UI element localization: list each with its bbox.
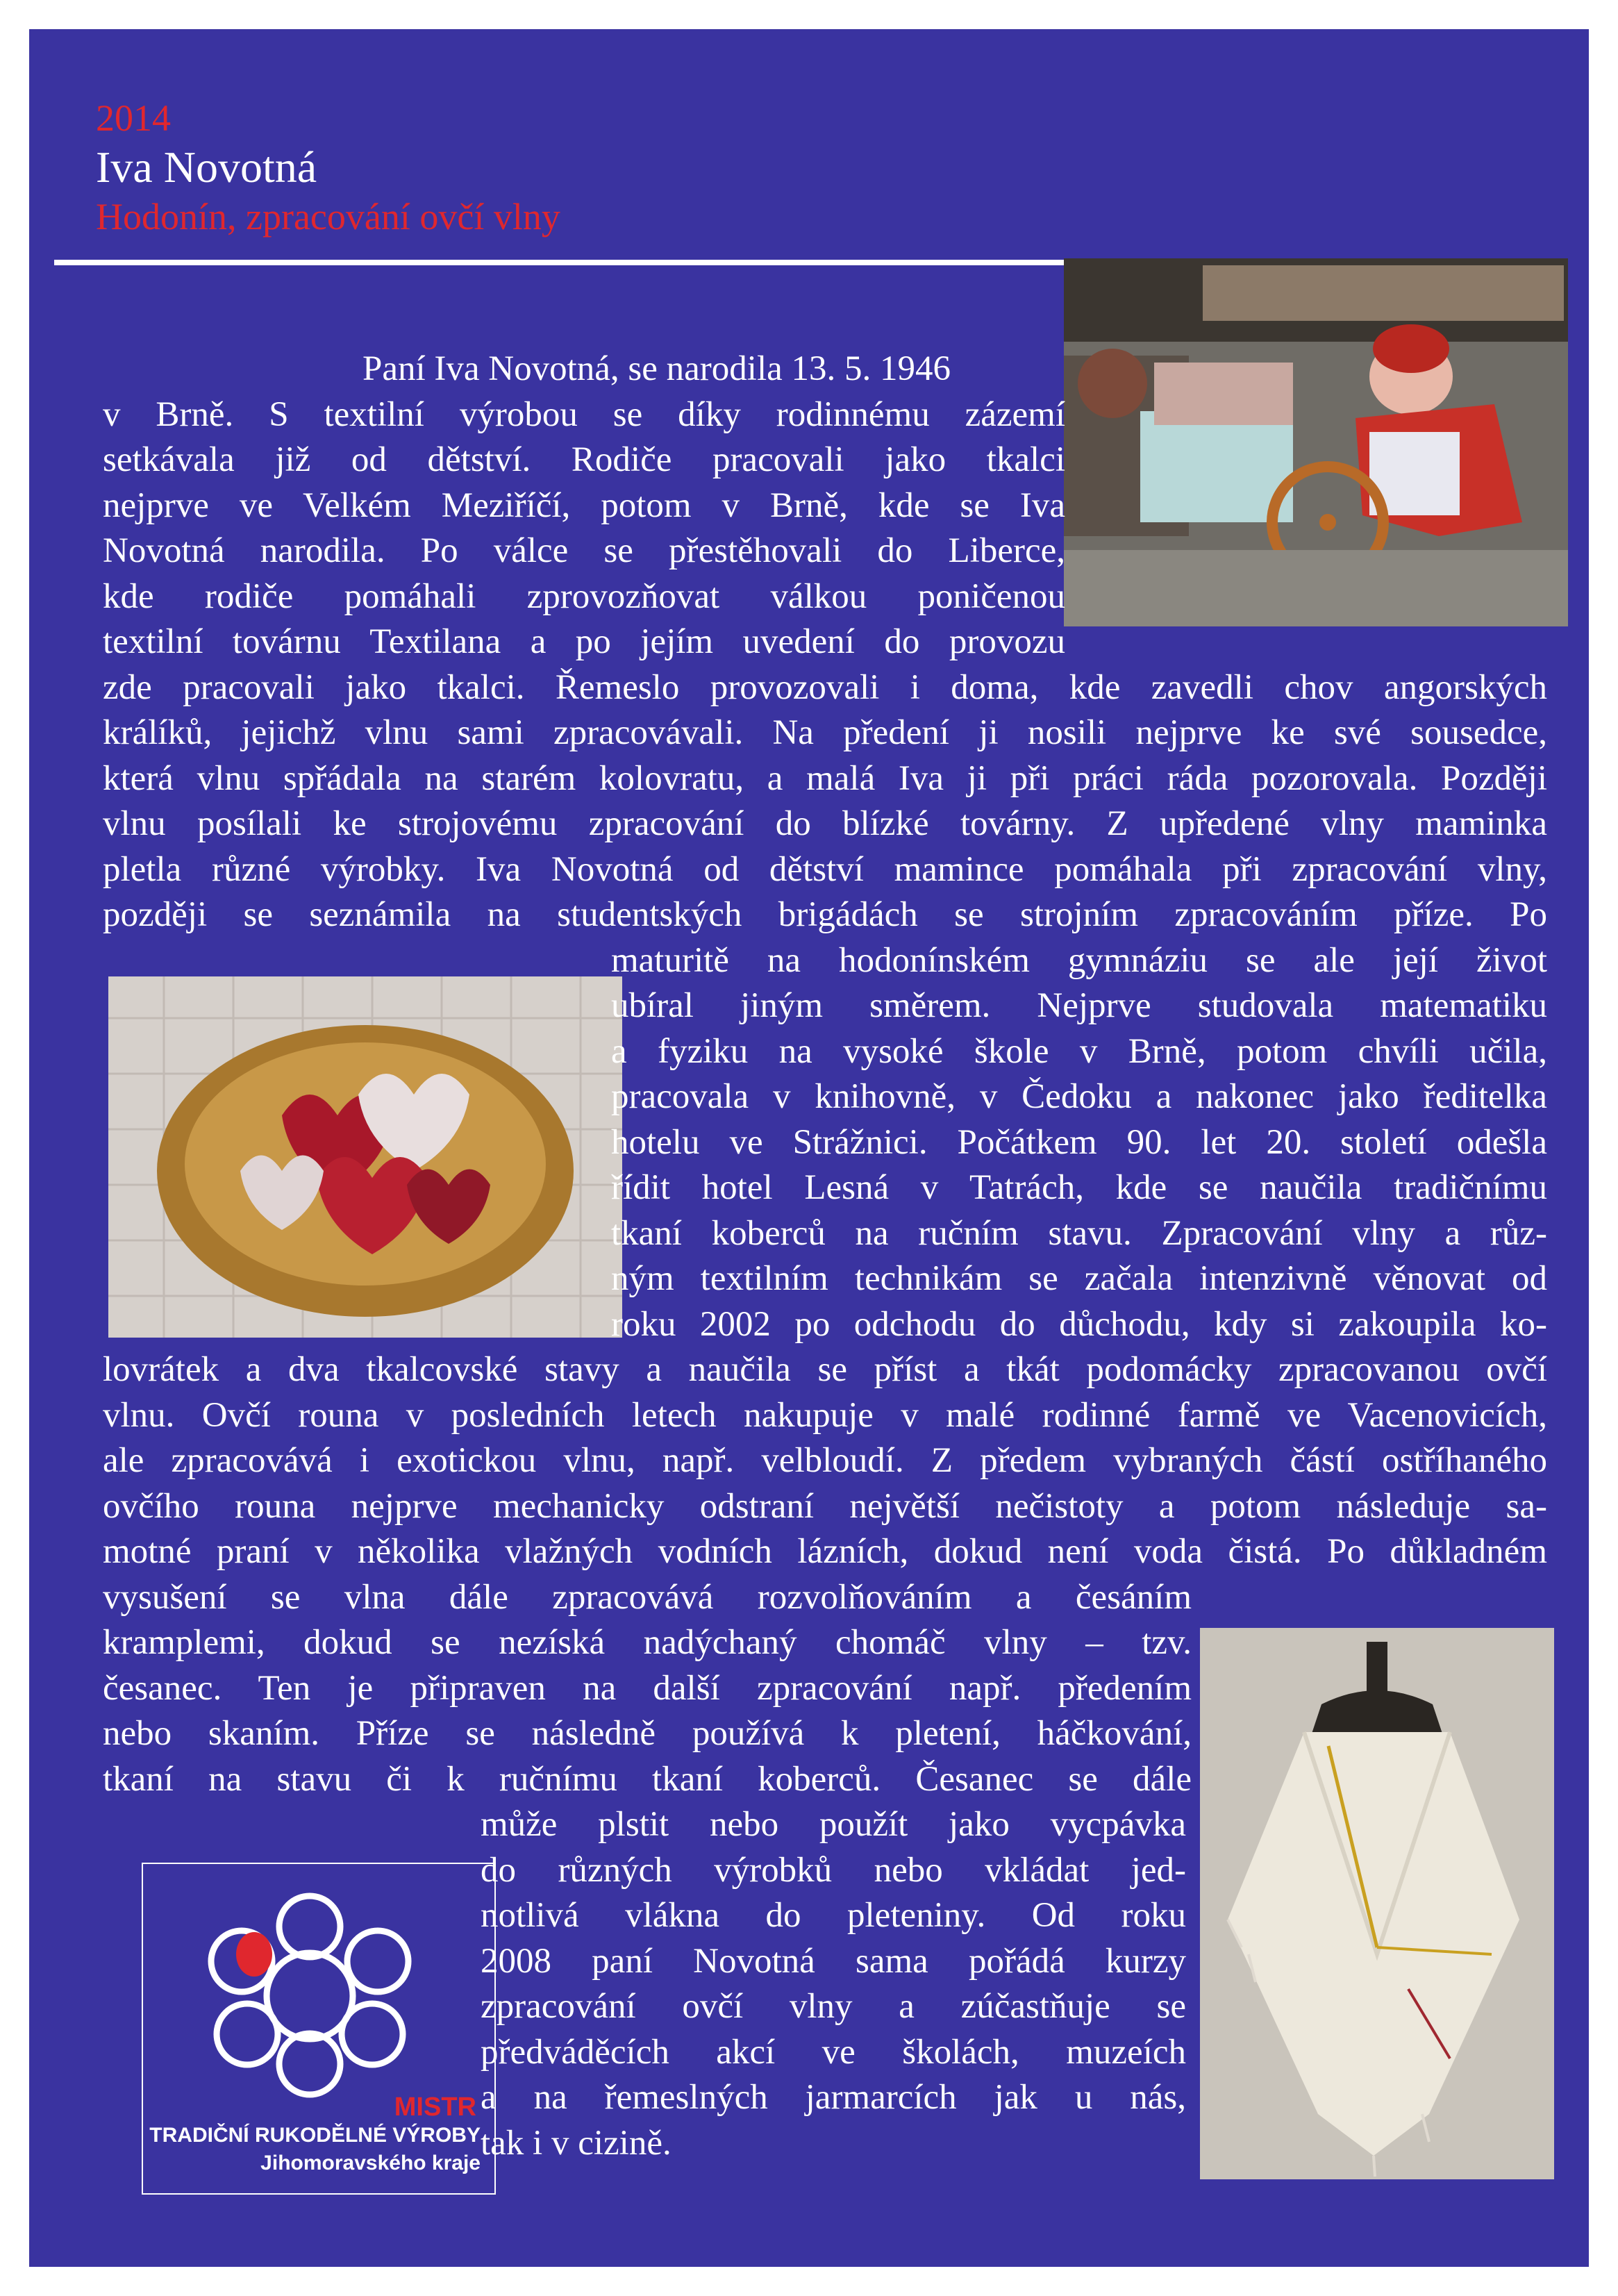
body-line: Paní Iva Novotná, se narodila 13. 5. 1946 — [362, 349, 951, 388]
body-line: setkávala již od dětství. Rodiče pracovali jako tkalci — [103, 440, 1065, 479]
person-name-heading: Iva Novotná — [96, 142, 317, 192]
body-line: hotelu ve Strážnici. Počátkem 90. let 20. století odešla — [611, 1123, 1547, 1162]
body-line: 2008 paní Novotná sama pořádá kurzy — [481, 1942, 1186, 1981]
body-line: Novotná narodila. Po válce se přestěhovali do Liberce, — [103, 531, 1065, 570]
body-line: a na řemeslných jarmarcích jak u nás, — [481, 2078, 1186, 2117]
body-line: předváděcích akcí ve školách, muzeích — [481, 2033, 1186, 2072]
body-line: motné praní v několika vlažných vodních lázních, dokud není voda čistá. Po důkladném — [103, 1532, 1547, 1571]
body-line: později se seznámila na studentských brigádách se strojním zpracováním příze. Po — [103, 895, 1547, 934]
body-line: notlivá vlákna do pleteniny. Od roku — [481, 1896, 1186, 1935]
page — [29, 29, 1589, 2267]
body-line: v Brně. S textilní výrobou se díky rodinnému zázemí — [103, 395, 1065, 434]
photo-basket-of-hearts — [108, 976, 622, 1338]
body-line: nebo skaním. Příze se následně používá k pletení, háčkování, — [103, 1714, 1192, 1753]
body-line: může plstit nebo použít jako vycpávka — [481, 1805, 1186, 1844]
body-line: ale zpracovává i exotickou vlnu, např. velbloudí. Z předem vybraných částí ostříhaného — [103, 1441, 1547, 1480]
flower-logo-icon — [185, 1885, 435, 2100]
body-line: tkaní koberců na ručním stavu. Zpracování vlny a růz- — [611, 1214, 1547, 1253]
body-line: zde pracovali jako tkalci. Řemeslo provozovali i doma, kde zavedli chov angorských — [103, 668, 1547, 707]
body-line: vlnu posílali ke strojovému zpracování do blízké továrny. Z upředené vlny maminka — [103, 804, 1547, 843]
body-line: řídit hotel Lesná v Tatrách, kde se naučila tradičnímu — [611, 1168, 1547, 1207]
place-and-craft-heading: Hodonín, zpracování ovčí vlny — [96, 196, 560, 238]
body-line: do různých výrobků nebo vkládat jed- — [481, 1851, 1186, 1890]
body-line: textilní továrnu Textilana a po jejím uvedení do provozu — [103, 622, 1065, 661]
body-line: tak i v cizině. — [481, 2124, 672, 2163]
body-line: zpracování ovčí vlny a zúčastňuje se — [481, 1987, 1186, 2026]
body-line: maturitě na hodonínském gymnáziu se ale její život — [611, 941, 1547, 980]
body-line: nejprve ve Velkém Meziříčí, potom v Brně, kde se Iva — [103, 486, 1065, 525]
body-line: tkaní na stavu či k ručnímu tkaní koberců. Česanec se dále — [103, 1760, 1192, 1799]
photo-woven-shawl — [1200, 1628, 1554, 2179]
logo-mistr-text: MISTR — [394, 2093, 476, 2122]
body-line: vysušení se vlna dále zpracovává rozvolňováním a česáním — [103, 1578, 1192, 1617]
header-divider — [54, 260, 1076, 265]
body-line: ubíral jiným směrem. Nejprve studovala matematiku — [611, 986, 1547, 1025]
body-line: pletla různé výrobky. Iva Novotná od dětství mamince pomáhala při zpracování vlny, — [103, 850, 1547, 889]
body-line: ným textilním technikám se začala intenzivně věnovat od — [611, 1259, 1547, 1298]
body-line: která vlnu spřádala na starém kolovratu, a malá Iva ji při práci ráda pozorovala. Později — [103, 759, 1547, 798]
body-line: česanec. Ten je připraven na další zpracování např. předením — [103, 1669, 1192, 1708]
body-line: roku 2002 po odchodu do důchodu, kdy si zakoupila ko- — [611, 1305, 1547, 1344]
body-line: a fyziku na vysoké škole v Brně, potom chvíli učila, — [611, 1032, 1547, 1071]
photo-spinning-wheel — [1064, 258, 1568, 626]
mistr-logo — [142, 1863, 496, 2195]
year-heading: 2014 — [96, 97, 171, 139]
body-line: králíků, jejichž vlnu sami zpracovávali. Na předení ji nosili nejprve ke své sousedce, — [103, 713, 1547, 752]
logo-region: Jihomoravského kraje — [260, 2152, 481, 2174]
body-line: kramplemi, dokud se nezíská nadýchaný chomáč vlny – tzv. — [103, 1623, 1192, 1662]
body-line: kde rodiče pomáhali zprovozňovat válkou poničenou — [103, 577, 1065, 616]
body-line: ovčího rouna nejprve mechanicky odstraní největší nečistoty a potom následuje sa- — [103, 1487, 1547, 1526]
body-line: pracovala v knihovně, v Čedoku a nakonec jako ředitelka — [611, 1077, 1547, 1116]
body-line: lovrátek a dva tkalcovské stavy a naučila se příst a tkát podomácky zpracovanou ovčí — [103, 1350, 1547, 1389]
logo-subtitle: TRADIČNÍ RUKODĚLNÉ VÝROBY — [149, 2124, 481, 2147]
body-line: vlnu. Ovčí rouna v posledních letech nakupuje v malé rodinné farmě ve Vacenovicích, — [103, 1396, 1547, 1435]
